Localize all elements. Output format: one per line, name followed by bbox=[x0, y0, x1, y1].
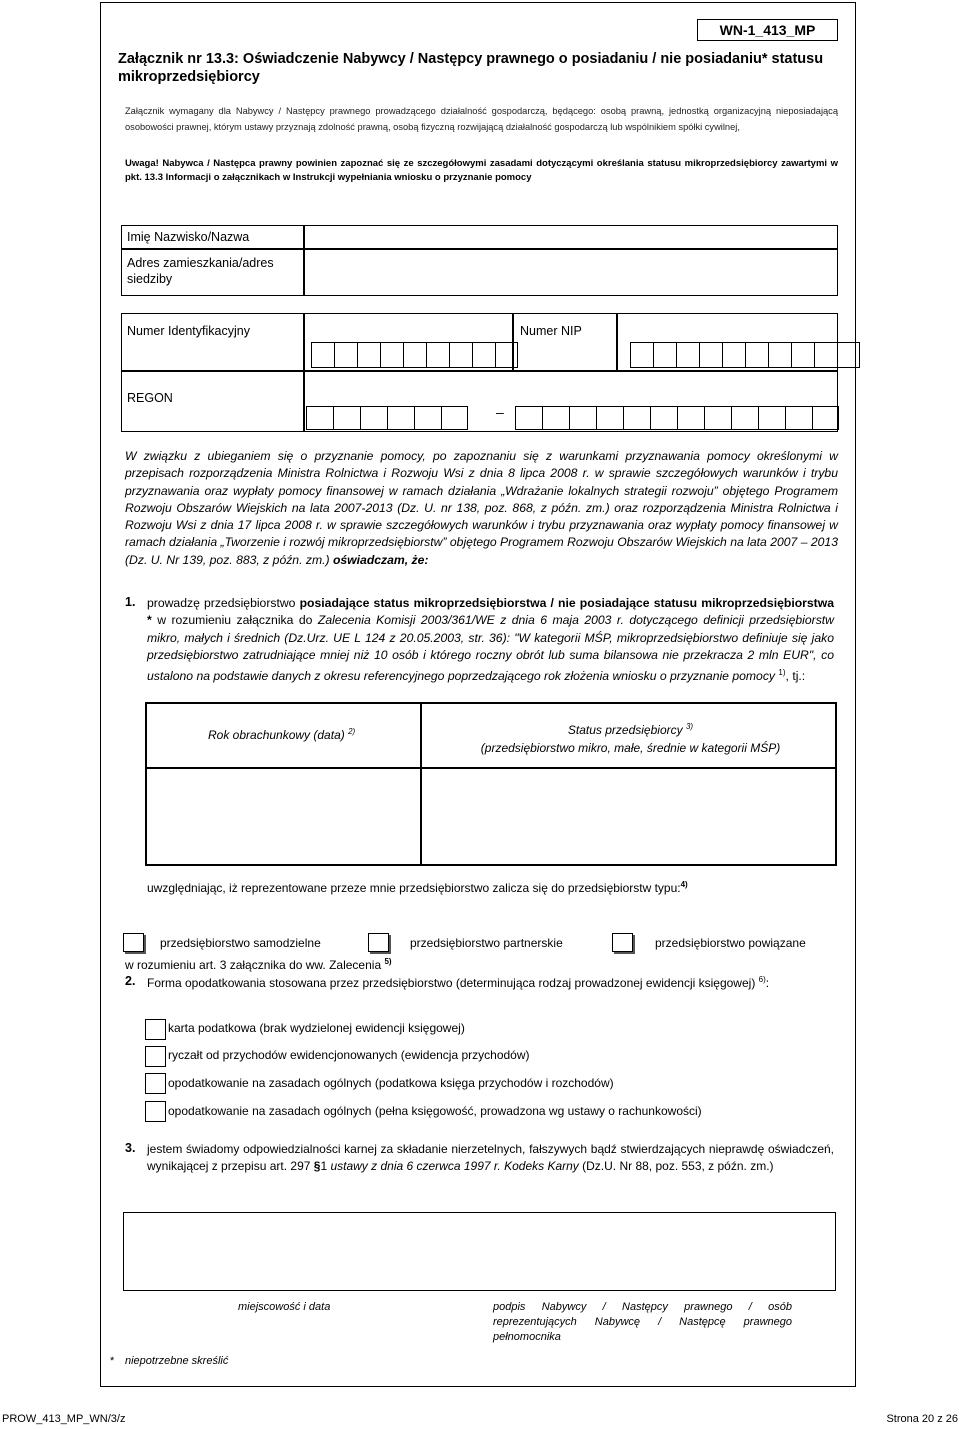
type-linked-label: przedsiębiorstwo powiązane bbox=[655, 936, 806, 950]
point1-definition: Zalecenia Komisji 2003/361/WE z dnia 6 maja 2003 r. dotyczącego definicji przedsiębiorstw mikro, małych i średnich (Dz.Urz. UE L 124 z 20.05.2003, str. 36): "W kategorii MŚP, mikroprzedsiębiorstwo definiuje się jako przedsiębiorstwo zatrudniające mniej niż 10 osób i którego roczny obrót lub suma bilansowa nie przekracza 2 mln EUR", co ustalono na podstawie danych z okresu referencyjnego poprzedzającego rok złożenia wniosku o przyznanie pomocy bbox=[147, 613, 834, 684]
point2-number: 2. bbox=[125, 974, 136, 988]
point3-number: 3. bbox=[125, 1141, 136, 1155]
place-date-label: miejscowość i data bbox=[238, 1301, 331, 1313]
type-intro: uwzględniając, iż reprezentowane przeze mnie przedsiębiorstwo zalicza się do przedsiębiorstw typu:$^{4)}$ bbox=[147, 880, 688, 895]
declaration-statement: oświadczam, że: bbox=[329, 552, 429, 567]
tax-option-book: opodatkowanie na zasadach ogólnych (podatkowa księga przychodów i rozchodów) bbox=[168, 1076, 614, 1090]
col-status-header: Status przedsiębiorcy $^{3)}$ (przedsiębiorstwo mikro, małe, średnie w kategorii MŚP) bbox=[480, 722, 781, 755]
point3-text: jestem świadomy odpowiedzialności karnej za składanie nierzetelnych, fałszywych bądź stwierdzających nieprawdę oświadczeń, wynikającej z przepisu art. 297 §1 ustawy z dnia 6 czerwca 1997 r. Kodeks Karny (Dz.U. Nr 88, poz. 553, z późn. zm.) bbox=[147, 1142, 834, 1174]
warning-text: Nabywca / Następca prawny powinien zapoznać się ze szczegółowymi zasadami dotyczącymi określania statusu mikroprzedsiębiorcy zawartymi w pkt. 13.3 Informacji o załącznikach w Instrukcji wypełniania wniosku o przyznanie pomocy bbox=[125, 158, 838, 183]
point1-e: , tj.: bbox=[785, 669, 806, 684]
col-year-header: Rok obrachunkowy (data) $^{2)}$ bbox=[208, 727, 356, 742]
tax-checkbox-book[interactable] bbox=[145, 1073, 166, 1094]
type-partner-label: przedsiębiorstwo partnerskie bbox=[410, 936, 563, 950]
warning-lead: Uwaga! bbox=[125, 158, 159, 169]
form-page bbox=[100, 2, 856, 1387]
id-label-box bbox=[121, 313, 304, 371]
footer-code: PROW_413_MP_WN/3/z bbox=[2, 1413, 126, 1425]
type-independent-label: przedsiębiorstwo samodzielne bbox=[160, 936, 321, 950]
point1-status: posiadające status mikroprzedsiębiorstwa / nie posiadające statusu mikroprzedsiębiorstwa * bbox=[147, 596, 834, 628]
tax-option-lump: ryczałt od przychodów ewidencjonowanych (ewidencja przychodów) bbox=[168, 1048, 530, 1062]
point1-a: prowadzę przedsiębiorstwo bbox=[147, 596, 300, 610]
warning-note bbox=[125, 157, 838, 185]
id-number-cells[interactable] bbox=[311, 342, 518, 368]
checkbox-independent[interactable] bbox=[123, 933, 144, 952]
tax-checkbox-full[interactable] bbox=[145, 1101, 166, 1122]
nip-label-box bbox=[513, 313, 617, 371]
point1-number: 1. bbox=[125, 595, 136, 609]
regon-cells-right[interactable] bbox=[515, 406, 839, 432]
regon-label: REGON bbox=[127, 391, 173, 405]
types-note: w rozumieniu art. 3 załącznika do ww. Zalecenia $^{5)}$ bbox=[125, 957, 392, 972]
footnote-text: niepotrzebne skreślić bbox=[125, 1355, 229, 1367]
id-label: Numer Identyfikacyjny bbox=[127, 324, 250, 338]
name-field[interactable] bbox=[304, 225, 838, 249]
footnote-star: * bbox=[110, 1355, 115, 1367]
regon-cells-left[interactable] bbox=[306, 406, 468, 432]
page-number: Strona 20 z 26 bbox=[886, 1413, 958, 1425]
form-code: WN-1_413_MP bbox=[697, 19, 838, 41]
tax-checkbox-lump[interactable] bbox=[145, 1046, 166, 1067]
nip-number-cells[interactable] bbox=[630, 342, 860, 368]
signature-box[interactable] bbox=[123, 1212, 836, 1291]
point1-sup: 1) bbox=[778, 668, 786, 678]
status-table-cell-year[interactable] bbox=[147, 769, 420, 864]
checkbox-linked[interactable] bbox=[612, 933, 633, 952]
declaration-text bbox=[125, 448, 838, 569]
page-title: Załącznik nr 13.3: Oświadczenie Nabywcy / Następcy prawnego o posiadaniu / nie posiadaniu* statusu mikroprzedsiębiorcy bbox=[118, 51, 824, 85]
paragraph-sign-icon: § bbox=[313, 1159, 321, 1174]
tax-option-full: opodatkowanie na zasadach ogólnych (pełna księgowość, prowadzona wg ustawy o rachunkowości) bbox=[168, 1104, 702, 1118]
address-field[interactable] bbox=[304, 249, 838, 296]
regon-dash: – bbox=[496, 404, 504, 420]
tax-checkbox-card[interactable] bbox=[145, 1019, 166, 1040]
intro-text: Załącznik wymagany dla Nabywcy / Następcy prawnego prowadzącego działalność gospodarczą, będącego: osobą prawną, jednostką organizacyjną nieposiadającą osobowości prawnej, którym ustawy przyznają zdolność prawną, osobą fizyczną rozwijającą działalność gospodarczą lub wspólnikiem spółki cywilnej, bbox=[125, 106, 838, 132]
signature-label: podpis Nabywcy / Następcy prawnego / osób reprezentujących Nabywcę / Następcę prawnego pełnomocnika bbox=[493, 1301, 792, 1343]
point2-text: Forma opodatkowania stosowana przez przedsiębiorstwo (determinująca rodzaj prowadzonej ewidencji księgowej) $^{6)}$: bbox=[147, 975, 770, 990]
name-label: Imię Nazwisko/Nazwa bbox=[127, 230, 250, 244]
address-label: Adres zamieszkania/adres siedziby bbox=[127, 256, 274, 286]
checkbox-partner[interactable] bbox=[368, 933, 389, 952]
tax-option-card: karta podatkowa (brak wydzielonej ewidencji księgowej) bbox=[168, 1021, 465, 1035]
declaration-body: W związku z ubieganiem się o przyznanie pomocy, po zapoznaniu się z warunkami przyznawania pomocy określonymi w przepisach rozporządzenia Ministra Rolnictwa i Rozwoju Wsi z dnia 8 lipca 2008 r. w sprawie szczegółowych warunków i trybu przyznawania oraz wypłaty pomocy finansowej w ramach działania „Wdrażanie lokalnych strategii rozwoju” objętego Programem Rozwoju Obszarów Wiejskich na lata 2007-2013 (Dz. U. nr 138, poz. 868, z późn. zm.) oraz rozporządzenia Ministra Rolnictwa i Rozwoju Wsi z dnia 17 lipca 2008 r. w sprawie szczegółowych warunków i trybu przyznawania oraz wypłaty pomocy finansowej w ramach działania „Tworzenie i rozwój mikroprzedsiębiorstw” objętego Programem Rozwoju Obszarów Wiejskich na lata 2007 – 2013 (Dz. U. Nr 139, poz. 883, z późn. zm.) bbox=[125, 449, 838, 567]
nip-label: Numer NIP bbox=[520, 324, 582, 338]
point1-c: w rozumieniu załącznika do bbox=[151, 613, 318, 628]
point1-text bbox=[147, 595, 834, 686]
status-table-cell-status[interactable] bbox=[422, 769, 835, 864]
